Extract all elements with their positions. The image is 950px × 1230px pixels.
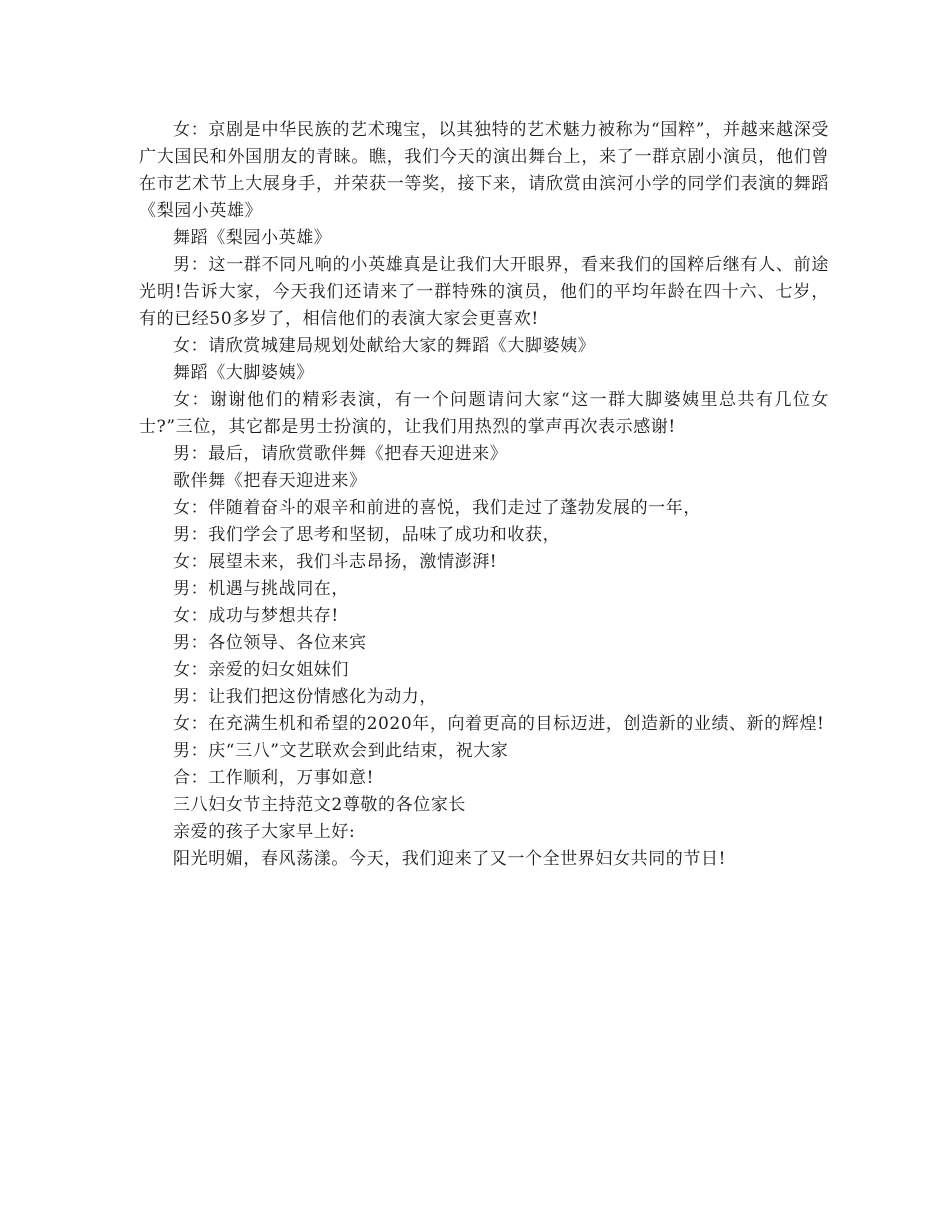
paragraph: 男：各位领导、各位来宾	[173, 633, 367, 653]
paragraph: 男：我们学会了思考和坚韧，品味了成功和收获，	[173, 525, 561, 545]
document-body	[139, 117, 829, 873]
paragraph: 舞蹈《梨园小英雄》	[173, 228, 332, 248]
paragraph: 三八妇女节主持范文2尊敬的各位家长	[173, 795, 467, 815]
paragraph: 男：机遇与挑战同在，	[173, 579, 349, 599]
paragraph: 女：谢谢他们的精彩表演，有一个问题请问大家“这一群大脚婆姨里总共有几位女士?”三位，其它都是男士扮演的，让我们用热烈的掌声再次表示感谢!	[139, 390, 829, 437]
paragraph: 阳光明媚，春风荡漾。今天，我们迎来了又一个全世界妇女共同的节日!	[173, 849, 727, 869]
paragraph: 女：展望未来，我们斗志昂扬，激情澎湃!	[173, 552, 498, 572]
paragraph: 亲爱的孩子大家早上好:	[173, 822, 356, 842]
paragraph: 男：庆“三八”文艺联欢会到此结束，祝大家	[173, 741, 509, 761]
paragraph: 合：工作顺利，万事如意!	[173, 768, 375, 788]
paragraph: 女：亲爱的妇女姐妹们	[173, 660, 349, 680]
paragraph: 舞蹈《大脚婆姨》	[173, 363, 314, 383]
paragraph: 男：这一群不同凡响的小英雄真是让我们大开眼界，看来我们的国粹后继有人、前途光明!告诉大家，今天我们还请来了一群特殊的演员，他们的平均年龄在四十六、七岁，有的已经50多岁了，相信他们的表演大家会更喜欢!	[139, 255, 829, 329]
paragraph: 男：让我们把这份情感化为动力，	[173, 687, 437, 707]
paragraph: 女：伴随着奋斗的艰辛和前进的喜悦，我们走过了蓬勃发展的一年，	[173, 498, 701, 518]
paragraph: 女：在充满生机和希望的2020年，向着更高的目标迈进，创造新的业绩、新的辉煌!	[173, 714, 825, 734]
paragraph: 男：最后，请欣赏歌伴舞《把春天迎进来》	[173, 444, 508, 464]
paragraph: 女：成功与梦想共存!	[173, 606, 339, 626]
paragraph: 歌伴舞《把春天迎进来》	[173, 471, 367, 491]
paragraph: 女：请欣赏城建局规划处献给大家的舞蹈《大脚婆姨》	[173, 336, 596, 356]
paragraph: 女：京剧是中华民族的艺术瑰宝，以其独特的艺术魅力被称为“国粹”，并越来越深受广大国民和外国朋友的青睐。瞧，我们今天的演出舞台上，来了一群京剧小演员，他们曾在市艺术节上大展身手，并荣获一等奖，接下来，请欣赏由滨河小学的同学们表演的舞蹈《梨园小英雄》	[139, 120, 829, 221]
